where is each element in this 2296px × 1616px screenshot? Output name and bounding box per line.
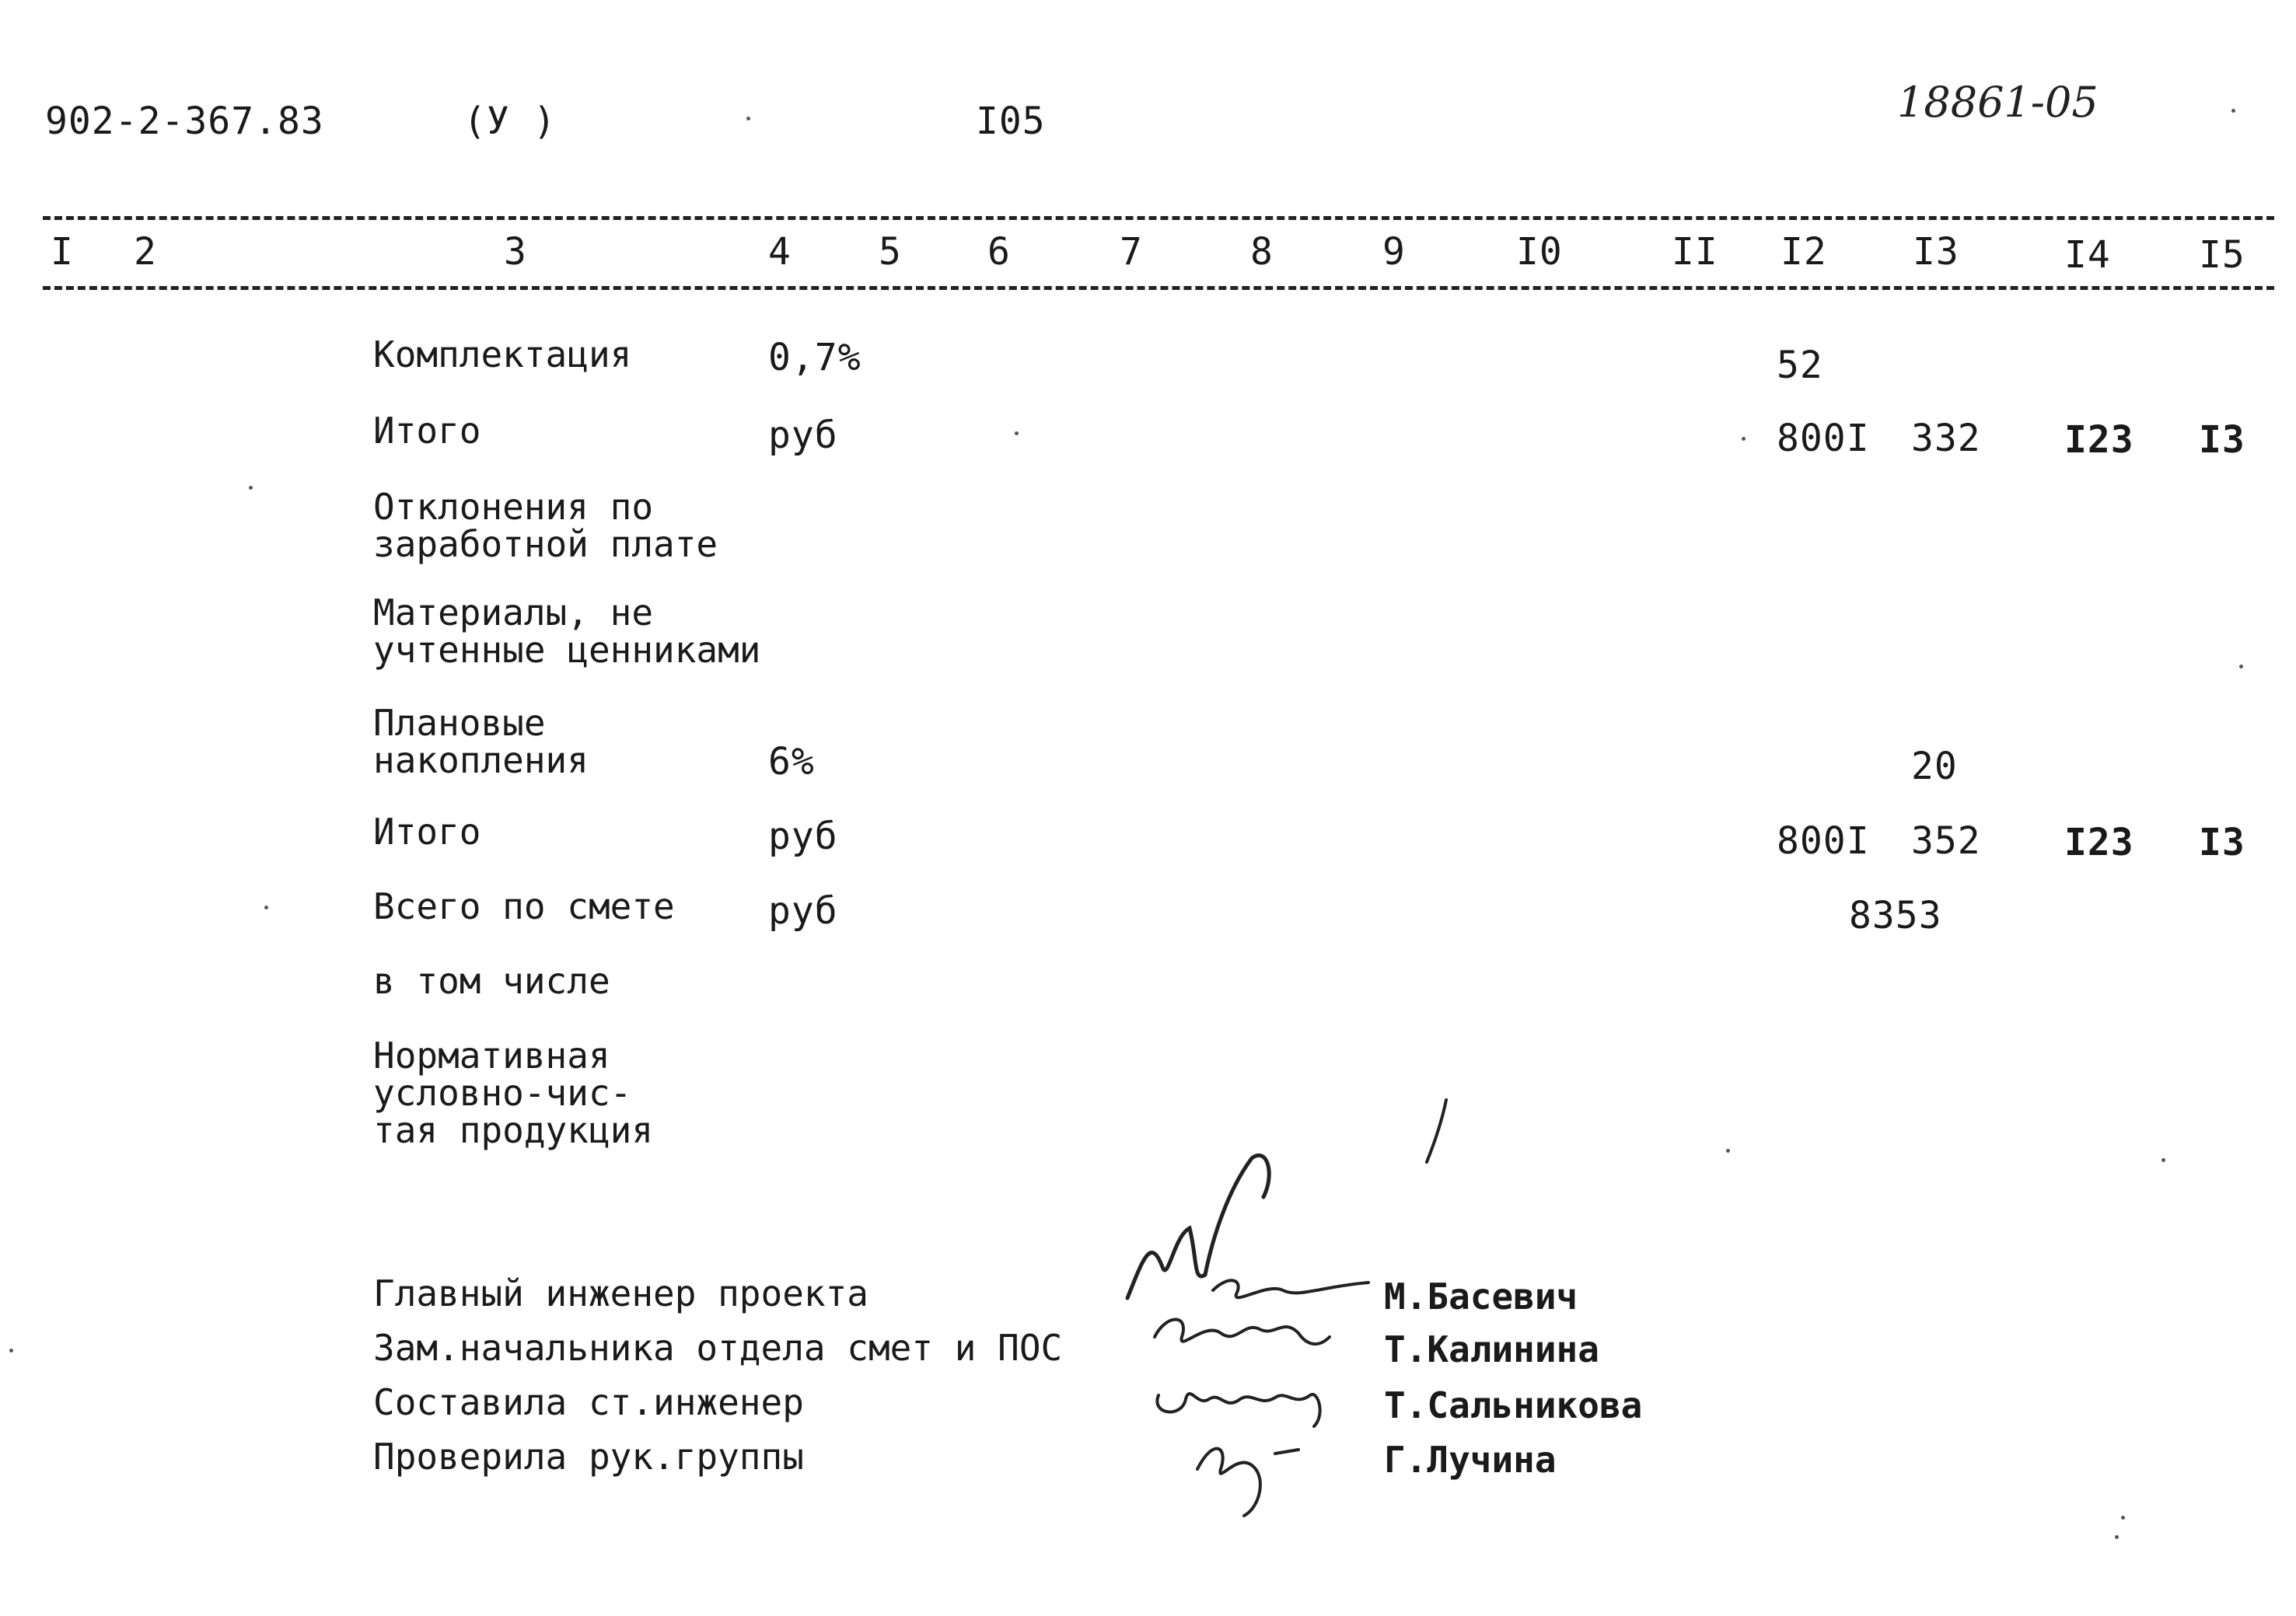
cell-col14: I23 (2064, 821, 2134, 864)
row-label-normativnaya: Нормативная условно-чис- тая продукция (373, 1035, 654, 1151)
row-label-v-tom-chisle: в том числе (373, 960, 610, 1002)
handwritten-signature-kalinina (1151, 1306, 1353, 1368)
column-header: 6 (987, 230, 1011, 274)
cell-col15: I3 (2199, 418, 2245, 462)
signature-role: Проверила рук.группы (373, 1436, 804, 1478)
header-bottom-rule (43, 286, 2274, 290)
column-header: I4 (2064, 233, 2111, 277)
scan-speck (2161, 1158, 2165, 1162)
row-label-itogo: Итого (373, 410, 481, 452)
column-header: 5 (879, 230, 902, 274)
signature-name: Г.Лучина (1384, 1439, 1557, 1481)
scan-speck (746, 117, 750, 120)
column-header: I3 (1913, 230, 1959, 274)
scan-speck (2231, 109, 2235, 113)
document-variant: (У ) (463, 99, 557, 143)
scan-speck (9, 1349, 13, 1352)
cell-col14: I23 (2064, 418, 2134, 462)
cell-col13: 20 (1911, 745, 1958, 788)
column-header: I (51, 230, 74, 274)
row-label-otkloneniya: Отклонения по заработной плате (373, 486, 718, 565)
handwritten-signature-basevich (1120, 1143, 1376, 1321)
archive-number-handwritten: 18861-05 (1897, 78, 2099, 127)
cell-col4: 6% (768, 740, 815, 784)
cell-col4: руб (768, 815, 838, 858)
cell-col12: 800I (1777, 819, 1870, 863)
row-label-vsego: Всего по смете (373, 885, 675, 927)
cell-col12: 800I (1777, 417, 1870, 460)
row-label-planovye: Плановые накопления (373, 702, 589, 781)
column-header: 7 (1120, 230, 1143, 274)
signature-name: Т.Сальникова (1384, 1384, 1643, 1426)
scan-speck (249, 486, 253, 490)
scan-speck (2239, 665, 2243, 668)
cell-col4: руб (768, 414, 838, 457)
scan-speck (264, 906, 268, 909)
signature-role: Главный инженер проекта (373, 1272, 868, 1314)
scan-speck (2115, 1535, 2119, 1539)
signature-role: Составила ст.инженер (373, 1381, 804, 1423)
column-header: 3 (504, 230, 527, 274)
cell-col13: 332 (1911, 417, 1981, 460)
scan-speck (1726, 1149, 1730, 1153)
document-code: 902-2-367.83 (45, 99, 324, 143)
row-label-komplektatsiya: Комплектация (373, 333, 632, 375)
header-top-rule (43, 216, 2274, 220)
handwritten-signature-luchina (1182, 1422, 1337, 1524)
signature-name: М.Басевич (1384, 1276, 1578, 1318)
cell-col13: 352 (1911, 819, 1981, 863)
column-header: 9 (1382, 230, 1406, 274)
cell-col4: 0,7% (768, 336, 861, 379)
cell-total: 8353 (1849, 894, 1942, 937)
column-header: 4 (768, 230, 792, 274)
cell-col15: I3 (2199, 821, 2245, 864)
signature-name: Т.Калинина (1384, 1328, 1599, 1370)
row-label-itogo: Итого (373, 811, 481, 853)
row-label-materialy: Материалы, не учтенные ценниками (373, 592, 761, 671)
column-header: 2 (134, 230, 157, 274)
column-header: 8 (1250, 230, 1274, 274)
cell-col4: руб (768, 889, 838, 933)
pen-stroke-mark (1423, 1096, 1454, 1166)
column-header: II (1672, 230, 1718, 274)
scan-speck (1742, 437, 1746, 441)
column-header: I2 (1781, 230, 1827, 274)
scan-speck (1015, 431, 1019, 435)
column-header: I0 (1516, 230, 1563, 274)
scan-speck (2121, 1516, 2125, 1520)
page-number: I05 (976, 99, 1046, 143)
cell-col12: 52 (1777, 344, 1823, 387)
column-header: I5 (2199, 233, 2245, 277)
handwritten-signature-salnikova (1151, 1368, 1353, 1430)
signature-role: Зам.начальника отдела смет и ПОС (373, 1327, 1063, 1369)
